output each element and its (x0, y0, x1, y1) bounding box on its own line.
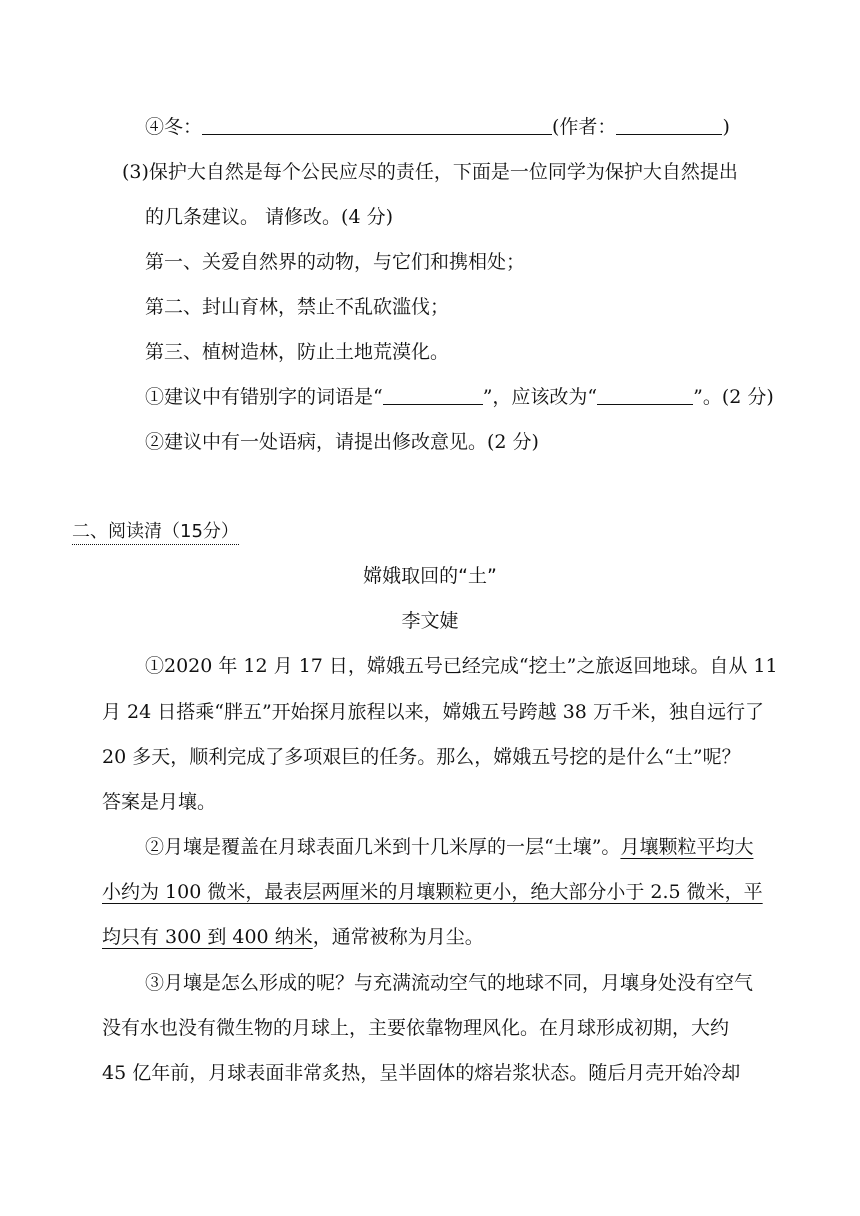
para-1-line-3: 20 多天，顺利完成了多项艰巨的任务。那么，嫦娥五号挖的是什么“土”呢？ (102, 746, 741, 768)
underlined-sentence-start: 月壤颗粒平均大 (620, 836, 754, 858)
para-2-line-3-b: ，通常被称为月尘。 (312, 926, 484, 948)
article-author: 李文婕 (401, 610, 459, 632)
q3-lead-line-2: 的几条建议。 请修改。(4 分) (145, 206, 393, 228)
para-2-line-2-underlined: 小约为 100 微米，最表层两厘米的月壤颗粒更小，绝大部分小于 2.5 微米，平 (102, 881, 763, 903)
underlined-sentence-end: 均只有 300 到 400 纳米 (102, 926, 313, 948)
winter-line (145, 114, 730, 140)
article-title: 嫦娥取回的“土” (363, 565, 497, 587)
corrected-word-blank[interactable] (597, 384, 693, 405)
suggestion-item-1: 第一、关爱自然界的动物，与它们和携相处； (145, 251, 526, 273)
q3-sub1-line (145, 384, 774, 410)
winter-label: ④冬： (145, 116, 203, 138)
wrong-word-blank[interactable] (383, 384, 483, 405)
q3-sub2-line: ②建议中有一处语病，请提出修改意见。(2 分) (145, 431, 539, 453)
para-2-line-1 (145, 834, 753, 860)
winter-author-open: (作者： (552, 116, 617, 138)
suggestion-item-3: 第三、植树造林，防止土地荒漠化。 (145, 341, 450, 363)
q3-lead-line-1: (3)保护大自然是每个公民应尽的责任，下面是一位同学为保护大自然提出 (122, 161, 738, 183)
section-2-heading-text: 二、阅读清（15分） (72, 521, 239, 545)
para-3-line-3: 45 亿年前，月球表面非常炙热，呈半固体的熔岩浆状态。随后月壳开始冷却 (102, 1062, 741, 1084)
para-3-line-2: 没有水也没有微生物的月球上，主要依靠物理风化。在月球形成初期，大约 (102, 1017, 730, 1039)
para-1-line-1: ①2020 年 12 月 17 日，嫦娥五号已经完成“挖土”之旅返回地球。自从 11 (145, 655, 778, 677)
q3-sub1-text-a: ①建议中有错别字的词语是“ (145, 386, 383, 408)
para-1-line-2: 月 24 日搭乘“胖五”开始探月旅程以来，嫦娥五号跨越 38 万千米，独自远行了 (102, 701, 764, 723)
section-2-heading (72, 518, 239, 545)
para-2-line-3 (102, 924, 484, 950)
q3-sub1-text-c: ”。(2 分) (693, 386, 774, 408)
winter-answer-blank[interactable] (202, 114, 552, 135)
para-3-line-1: ③月壤是怎么形成的呢？与充满流动空气的地球不同，月壤身处没有空气 (145, 972, 754, 994)
para-2-line-1-a: ②月壤是覆盖在月球表面几米到十几米厚的一层“土壤”。 (145, 836, 621, 858)
suggestion-item-2: 第二、封山育林，禁止不乱砍滥伐； (145, 296, 450, 318)
winter-author-blank[interactable] (616, 114, 722, 135)
q3-sub1-text-b: ”，应该改为“ (482, 386, 598, 408)
winter-author-close: ) (722, 116, 730, 138)
para-1-line-4: 答案是月壤。 (102, 791, 217, 813)
